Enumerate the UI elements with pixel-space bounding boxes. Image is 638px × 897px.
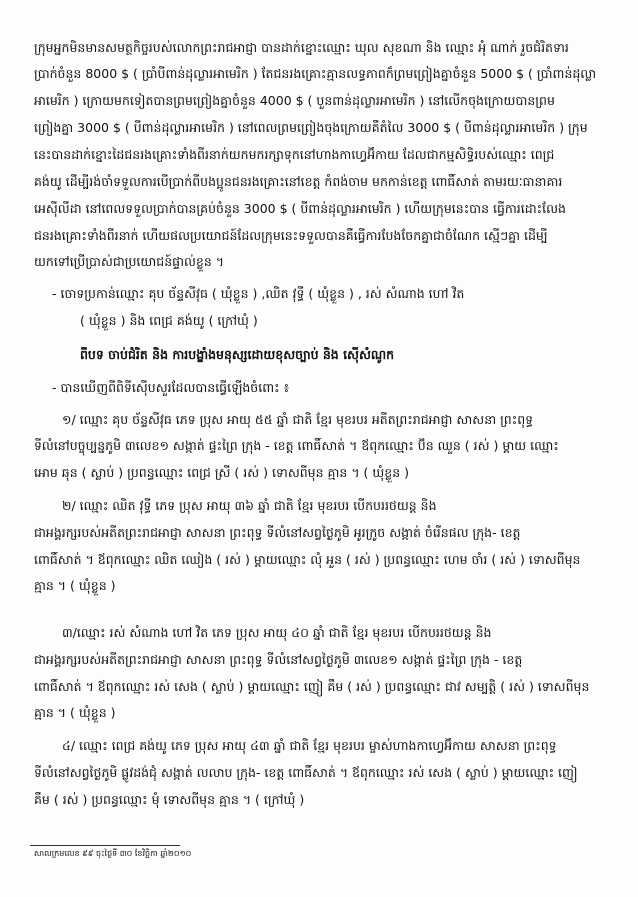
defendant-3-line: គ្មាន ។ ( ឃុំខ្លួន ): [34, 705, 116, 720]
defendant-2-line: ពោធិ៍សាត់ ។ ឪពុកឈ្មោះ ឈិត ឈៀង ( រស់ ) ម្តាយឈ្មោះ លុំ អួន ( រស់ ) ប្រពន្ធឈ្មោះ ហេម ចាំរ ( រស់ ) ទោសពីមុន: [34, 552, 581, 567]
text-line: ក្រុមអ្នកមិនមានសមត្ថកិច្ចរបស់លោកព្រះរាជអាជ្ញា បានដាក់ខ្នោះឈ្មោះ ឃុល សុខណា និង ឈ្មោះ អុំ ណាក់ រួចជំរិតទារ: [34, 40, 569, 55]
text-line: អេស៊ីលីដា នៅពេលទទួលប្រាក់បានគ្រប់ចំនួន 3000 $ ( បីពាន់ដុល្លារអាមេរិក ) ហើយក្រុមនេះបាន ធ្វើការដោះលែង: [34, 201, 566, 216]
charge-offense-line: ពីបទ ចាប់ជំរិត និង ការបង្ខាំងមនុស្សដោយខុសច្បាប់ និង ស៊ើសំណូក: [80, 347, 395, 362]
text-line: អាមេរិក ) ក្រោយមកទៀតបានព្រមព្រៀងគ្នាចំនួន 4000 $ ( បួនពាន់ដុល្លារអាមេរិក ) នៅលើកចុងក្រោយបានព្រម: [34, 93, 555, 108]
text-line: គង់យូ ដើម្បីរង់ចាំទទួលការបើប្រាក់ពីបងប្អូនជនរងគ្រោះនៅខេត្ត កំពង់ចាម មកកាន់ខេត្ត ពោធិ៍សាត់ តាមរយៈធានាគារ: [34, 174, 563, 189]
text-line: ជនរងគ្រោះទាំងពីរនាក់ ហើយផលប្រយោជន៍ដែលក្រុមនេះទទួលបានគឺធ្វើការបែងចែកគ្នាជាចំណែក ស្មើៗគ្នា ដើម្បី: [34, 228, 548, 243]
charge-line: ( ឃុំខ្លួន ) និង ពេជ្រ គង់យូ ( ក្រៅឃុំ ): [80, 313, 258, 328]
defendant-1-line: ១/ ឈ្មោះ គុប ច័ន្ទសីវុធ ភេទ ប្រុស អាយុ ៥៥ ឆ្នាំ ជាតិ ខ្មែរ មុខរបរ អតីតព្រះរាជអាជ្ញា សាសនា ព្រះពុទ្ធ: [62, 412, 534, 427]
text-line: ព្រៀងគ្នា 3000 $ ( បីពាន់ដុល្លារអាមេរិក ) នៅពេលព្រមព្រៀងចុងក្រោយគឺតំលៃ 3000 $ ( បីពាន់ដុល្លារអាមេរិក ) ក្រុម: [34, 120, 588, 135]
text-line: នេះបានដាក់ខ្នោះដៃជនរងគ្រោះទាំងពីរនាក់យកមករក្សាទុកនៅហាងកាហ្វេអ៊ីកាយ ដែលជាកម្មសិទ្ធិរបស់ឈ្មោះ ពេជ្រ: [34, 147, 555, 162]
defendant-1-line: អោម ឆុន ( ស្លាប់ ) ប្រពន្ធឈ្មោះ ពេជ្រ ស្រី ( រស់ ) ទោសពីមុន គ្មាន ។ ( ឃុំខ្លួន ): [34, 465, 409, 480]
defendant-1-line: ទីលំនៅបច្ចុប្បន្នភូមិ ៣លេខ១ សង្កាត់ ផ្ទះព្រៃ ក្រុង - ខេត្ត ពោធិ៍សាត់ ។ ឪពុកឈ្មោះ ប៊ិន ឈួន ( រស់ ) ម្តាយ ឈ្មោះ: [34, 438, 559, 453]
footnote-divider: [30, 845, 180, 846]
defendant-2-line: ២/ ឈ្មោះ ឈិត វុទ្ធី ភេទ ប្រុស អាយុ ៣៦ ឆ្នាំ ជាតិ ខ្មែរ មុខរបរ បើកបររថយន្ត និង: [62, 498, 437, 513]
defendant-3-line: ជាអង្គរក្សរបស់អតីតព្រះរាជអាជ្ញា សាសនា ព្រះពុទ្ធ ទីលំនៅសព្វថ្ងៃភូមិ ៣លេខ១ សង្កាត់ ផ្ទះព្រៃ ក្រុង - ខេត្ត: [34, 652, 523, 667]
defendant-4-line: ៤/ ឈ្មោះ ពេជ្រ គង់យូ ភេទ ប្រុស អាយុ ៤៣ ឆ្នាំ ជាតិ ខ្មែរ មុខរបរ ម្ចាស់ហាងកាហ្វេអ៊ីកាយ សាសនា ព្រះពុទ្ធ: [62, 738, 557, 753]
charge-line: - ចោទប្រកាន់ឈ្មោះ គុប ច័ន្ទសីវុធ ( ឃុំខ្លួន ) ,ឈិត វុទ្ធី ( ឃុំខ្លួន ) , រស់ សំណាង ហៅ វិត: [52, 286, 465, 301]
defendant-2-line: ជាអង្គរក្សរបស់អតីតព្រះរាជអាជ្ញា សាសនា ព្រះពុទ្ធ ទីលំនៅសព្វថ្ងៃភូមិ អូរក្រូច សង្កាត់ ចំរើនផល ក្រុង- ខេត្ត: [34, 525, 521, 540]
defendant-4-line: គឹម ( រស់ ) ប្រពន្ធឈ្មោះ មុំ ទោសពីមុន គ្មាន ។ ( ក្រៅឃុំ ): [34, 792, 305, 807]
defendant-4-line: ទីលំនៅសព្វថ្ងៃភូមិ ផ្លូវដង់ជុំ សង្កាត់ លលាប ក្រុង- ខេត្ត ពោធិ៍សាត់ ។ ឪពុកឈ្មោះ រស់ សេង ( ស្លាប់ ) ម្តាយឈ្មោះ ញៀ: [34, 765, 578, 780]
defendant-2-line: គ្មាន ។ ( ឃុំខ្លួន ): [34, 578, 116, 593]
defendant-3-line: ពោធិ៍សាត់ ។ ឪពុកឈ្មោះ រស់ សេង ( ស្លាប់ ) ម្តាយឈ្មោះ ញៀ គឹម ( រស់ ) ប្រពន្ធឈ្មោះ ជាវ សម្បត្តិ ( រស់ ) ទោសពីមុន: [34, 679, 590, 694]
footnote: សាលក្រមលេខ ៩៩ ចុះថ្ងៃទី ៣០ ខែវិច្ឆិកា ឆ្នាំ២០១០: [34, 849, 192, 858]
section-intro-line: - បានឃើញពីពិទីស៊ើបសួរដែលបានធ្វើឡើងចំពោះ ៖: [52, 380, 290, 395]
defendant-3-line: ៣/ឈ្មោះ រស់ សំណាង ហៅ វិត ភេទ ប្រុស អាយុ ៤០ ឆ្នាំ ជាតិ ខ្មែរ មុខរបរ បើកបររថយន្ត និង: [62, 625, 492, 640]
text-line: ប្រាក់ចំនួន 8000 $ ( ប្រាំបីពាន់ដុល្លារអាមេរិក ) តែជនរងគ្រោះគ្មានលទ្ធភាពក៏ព្រមព្រៀងគ្នាចំនួន 5000 $ ( ប្រាំពាន់ដុល្លា: [34, 66, 597, 81]
text-line: យកទៅប្រើប្រាស់ជាប្រយោជន៍ផ្ទាល់ខ្លួន ។: [34, 254, 225, 269]
